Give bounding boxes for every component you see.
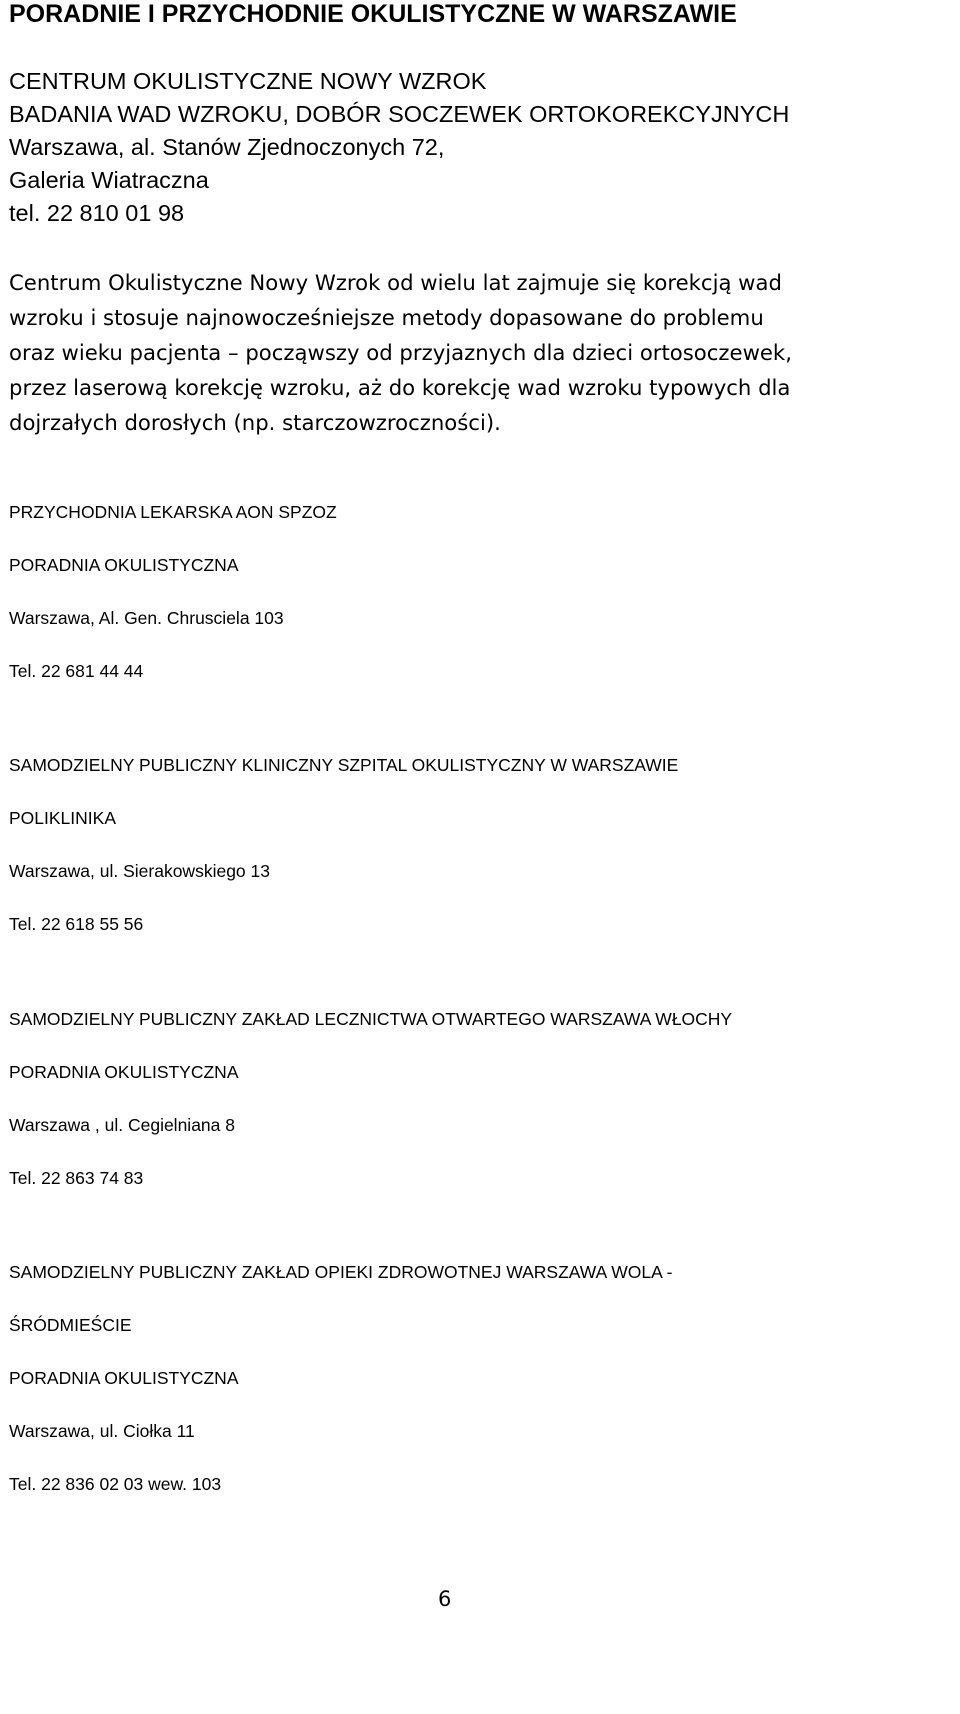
clinic-name: SAMODZIELNY PUBLICZNY ZAKŁAD OPIEKI ZDROWOTNEJ WARSZAWA WOLA - xyxy=(9,1262,673,1282)
clinic-name: CENTRUM OKULISTYCZNE NOWY WZROK xyxy=(9,68,487,94)
clinic-phone: Tel. 22 618 55 56 xyxy=(9,914,144,934)
clinic-description-line: wzroku i stosuje najnowocześniejsze metody dopasowane do problemu xyxy=(9,305,764,330)
clinic-address: Warszawa, al. Stanów Zjednoczonych 72, xyxy=(9,134,445,160)
clinic-name: SAMODZIELNY PUBLICZNY ZAKŁAD LECZNICTWA OTWARTEGO WARSZAWA WŁOCHY xyxy=(9,1009,733,1029)
clinic-address: Warszawa, ul. Sierakowskiego 13 xyxy=(9,861,270,881)
clinic-phone: Tel. 22 836 02 03 wew. 103 xyxy=(9,1474,222,1494)
clinic-address-location: Galeria Wiatraczna xyxy=(9,167,209,193)
clinic-phone: Tel. 22 863 74 83 xyxy=(9,1168,144,1188)
clinic-unit: POLIKLINIKA xyxy=(9,808,116,828)
clinic-address: Warszawa, Al. Gen. Chrusciela 103 xyxy=(9,608,284,628)
page-title: PORADNIE I PRZYCHODNIE OKULISTYCZNE W WARSZAWIE xyxy=(9,0,737,28)
clinic-unit: PORADNIA OKULISTYCZNA xyxy=(9,1368,239,1388)
clinic-unit: PORADNIA OKULISTYCZNA xyxy=(9,1062,239,1082)
clinic-name-continued: ŚRÓDMIEŚCIE xyxy=(9,1315,132,1335)
clinic-address: Warszawa , ul. Cegielniana 8 xyxy=(9,1115,235,1135)
clinic-description-line: Centrum Okulistyczne Nowy Wzrok od wielu lat zajmuje się korekcją wad xyxy=(9,270,782,295)
page-number: 6 xyxy=(438,1587,452,1611)
clinic-description-line: dojrzałych dorosłych (np. starczowzroczności). xyxy=(9,410,501,435)
clinic-name: SAMODZIELNY PUBLICZNY KLINICZNY SZPITAL OKULISTYCZNY W WARSZAWIE xyxy=(9,755,679,775)
clinic-phone: tel. 22 810 01 98 xyxy=(9,200,185,226)
clinic-name: PRZYCHODNIA LEKARSKA AON SPZOZ xyxy=(9,502,337,522)
clinic-services: BADANIA WAD WZROKU, DOBÓR SOCZEWEK ORTOKOREKCYJNYCH xyxy=(9,101,790,127)
clinic-address: Warszawa, ul. Ciołka 11 xyxy=(9,1421,195,1441)
clinic-unit: PORADNIA OKULISTYCZNA xyxy=(9,555,239,575)
clinic-description-line: przez laserową korekcję wzroku, aż do korekcję wad wzroku typowych dla xyxy=(9,375,791,400)
clinic-phone: Tel. 22 681 44 44 xyxy=(9,661,144,681)
clinic-description-line: oraz wieku pacjenta – począwszy od przyjaznych dla dzieci ortosoczewek, xyxy=(9,340,792,365)
